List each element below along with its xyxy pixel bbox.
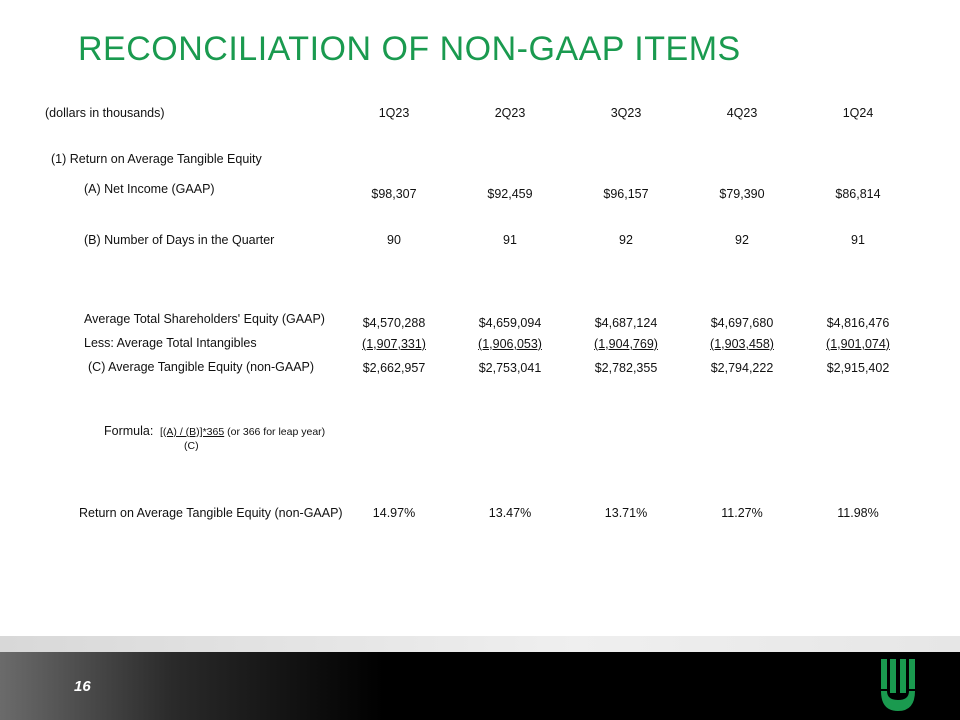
formula-expression: [160, 426, 325, 438]
col-header-1q24: 1Q24: [842, 106, 874, 120]
return-1q23: 14.97%: [372, 506, 416, 520]
days-4q23: 92: [735, 233, 749, 247]
formula-numerator: [(A) / (B)]*365: [160, 426, 225, 438]
row-label-days: (B) Number of Days in the Quarter: [84, 233, 275, 247]
avg-intangibles-1q24: (1,901,074): [826, 337, 890, 351]
avg-intangibles-2q23: (1,906,053): [478, 337, 542, 351]
return-1q24: 11.98%: [837, 506, 879, 520]
row-label-avg-intangibles: Less: Average Total Intangibles: [84, 336, 257, 350]
col-header-2q23: 2Q23: [494, 106, 526, 120]
formula-note: (or 366 for leap year): [224, 426, 326, 438]
formula-label: Formula:: [104, 424, 154, 438]
avg-equity-4q23: $4,697,680: [710, 316, 774, 330]
page-number: 16: [74, 678, 91, 695]
row-label-net-income: (A) Net Income (GAAP): [84, 182, 215, 196]
avg-intangibles-4q23: (1,903,458): [710, 337, 774, 351]
return-4q23: 11.27%: [721, 506, 763, 520]
avg-tangible-2q23: $2,753,041: [478, 361, 542, 375]
days-1q24: 91: [851, 233, 865, 247]
avg-equity-2q23: $4,659,094: [478, 316, 542, 330]
days-2q23: 91: [503, 233, 517, 247]
avg-tangible-3q23: $2,782,355: [594, 361, 658, 375]
net-income-2q23: $92,459: [487, 187, 533, 201]
footer-gray-band: [0, 636, 960, 652]
return-3q23: 13.71%: [604, 506, 648, 520]
row-label-return: Return on Average Tangible Equity (non-GAAP): [79, 506, 343, 520]
avg-tangible-1q24: $2,915,402: [826, 361, 890, 375]
company-logo-icon: [880, 658, 916, 712]
section-title: (1) Return on Average Tangible Equity: [51, 152, 262, 166]
days-3q23: 92: [619, 233, 633, 247]
return-2q23: 13.47%: [488, 506, 532, 520]
formula-denominator: (C): [184, 440, 199, 452]
net-income-1q23: $98,307: [371, 187, 417, 201]
unit-label: (dollars in thousands): [45, 106, 165, 120]
avg-intangibles-1q23: (1,907,331): [362, 337, 426, 351]
footer-black-band: [0, 652, 960, 720]
avg-tangible-4q23: $2,794,222: [710, 361, 774, 375]
col-header-1q23: 1Q23: [378, 106, 410, 120]
col-header-3q23: 3Q23: [610, 106, 642, 120]
avg-tangible-1q23: $2,662,957: [362, 361, 426, 375]
avg-intangibles-3q23: (1,904,769): [594, 337, 658, 351]
net-income-4q23: $79,390: [719, 187, 765, 201]
avg-equity-1q24: $4,816,476: [826, 316, 890, 330]
row-label-avg-equity: Average Total Shareholders' Equity (GAAP): [84, 312, 325, 326]
avg-equity-1q23: $4,570,288: [362, 316, 426, 330]
row-label-avg-tangible: (C) Average Tangible Equity (non-GAAP): [88, 360, 315, 374]
page-title: RECONCILIATION OF NON-GAAP ITEMS: [78, 30, 741, 68]
days-1q23: 90: [387, 233, 401, 247]
col-header-4q23: 4Q23: [726, 106, 758, 120]
net-income-3q23: $96,157: [603, 187, 649, 201]
avg-equity-3q23: $4,687,124: [594, 316, 658, 330]
net-income-1q24: $86,814: [835, 187, 881, 201]
